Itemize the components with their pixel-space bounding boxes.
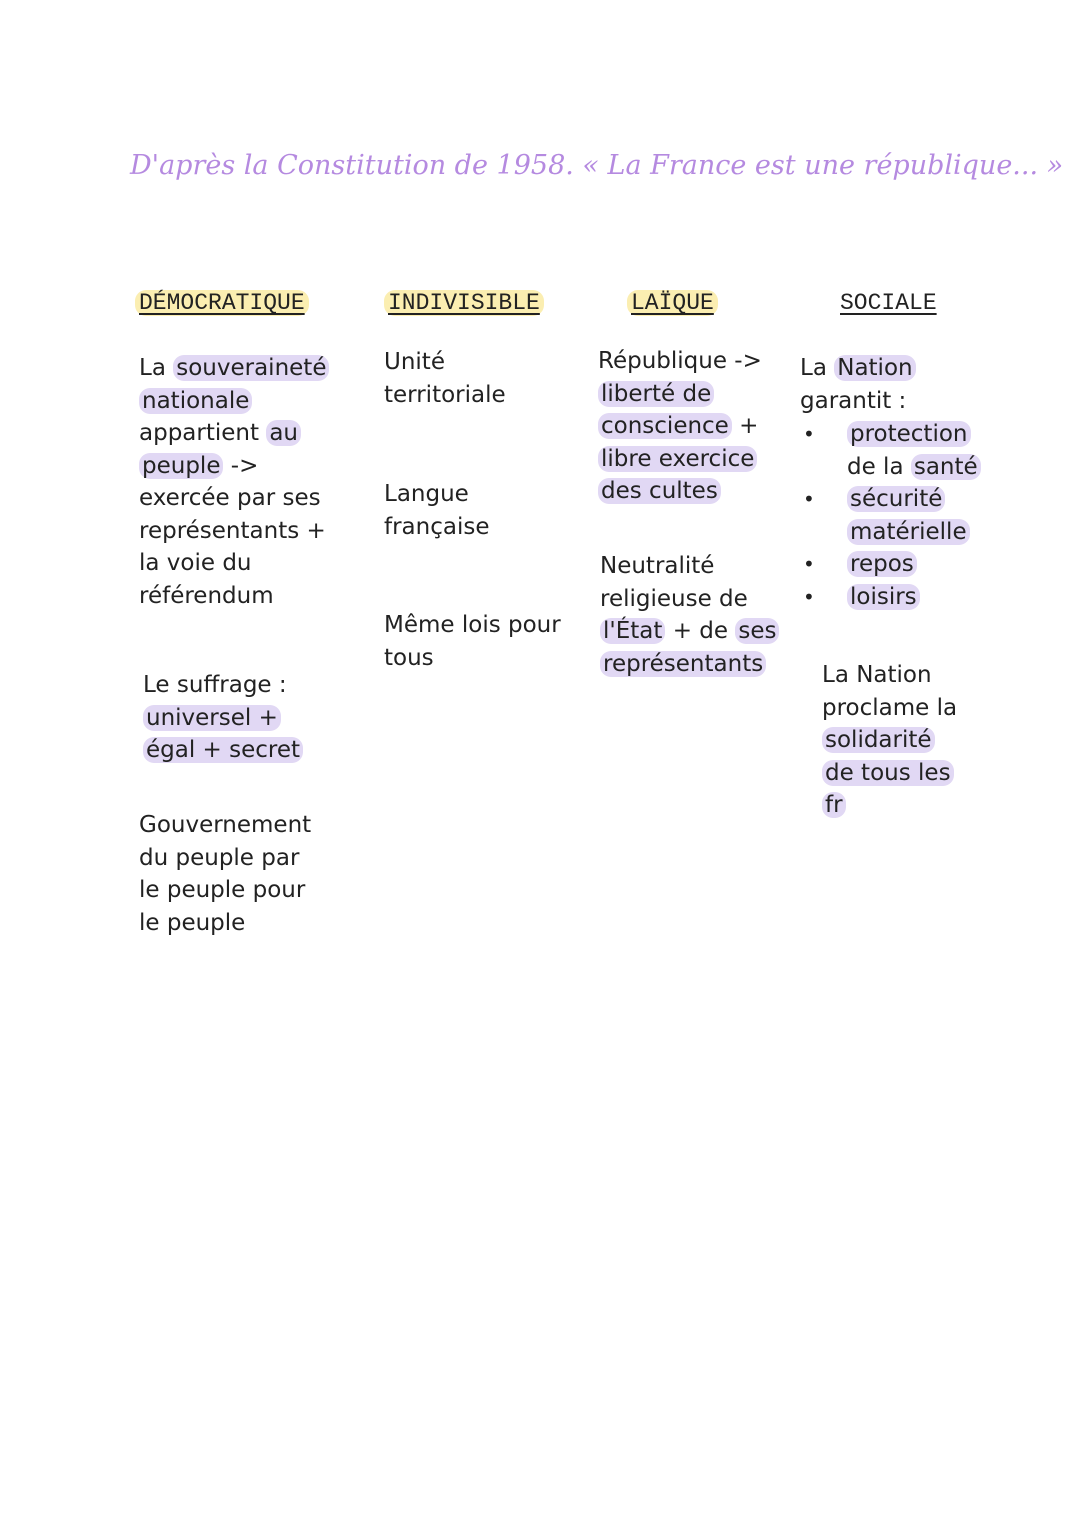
highlight: représentants — [600, 651, 766, 677]
text-line: Gouvernement — [139, 812, 312, 838]
text-line: La — [139, 355, 166, 381]
heading-sociale-text: SOCIALE — [840, 290, 937, 316]
highlight: protection — [847, 421, 971, 447]
indivisible-unity-block — [384, 346, 506, 411]
sociale-guarantee-list — [803, 418, 981, 613]
bullet-icon: • — [803, 422, 815, 446]
heading-indivisible — [384, 290, 544, 316]
text-line: Le suffrage : — [143, 672, 287, 698]
highlight: souveraineté — [173, 355, 329, 381]
bullet-icon: • — [803, 584, 815, 609]
highlight: universel + — [143, 705, 281, 731]
bullet-icon: • — [803, 487, 815, 511]
text-line: le peuple pour — [139, 877, 306, 903]
text-line: La Nation — [822, 662, 932, 688]
text-line: Langue — [384, 481, 469, 507]
text-line: de la — [847, 453, 904, 480]
text-line: Neutralité — [600, 553, 715, 579]
heading-laique — [627, 290, 718, 316]
text-line: République -> — [598, 348, 762, 374]
highlight: des cultes — [598, 478, 721, 504]
text-line: exercée par ses — [139, 485, 321, 511]
highlight: santé — [911, 454, 981, 480]
sociale-solidarity-block — [822, 659, 957, 822]
heading-indivisible-text: INDIVISIBLE — [384, 290, 544, 316]
laique-freedom-block — [598, 345, 762, 508]
text-line: appartient — [139, 420, 259, 446]
heading-laique-text: LAÏQUE — [627, 290, 718, 316]
page-title: D'après la Constitution de 1958. « La France est une république... » — [130, 150, 1064, 181]
text-line: la voie du — [139, 550, 252, 576]
text-line: + — [739, 413, 759, 439]
bullet-icon: • — [803, 552, 815, 576]
highlight: Nation — [834, 355, 915, 381]
highlight: fr — [822, 792, 846, 818]
text-line: + de — [672, 618, 729, 644]
highlight: égal + secret — [143, 737, 303, 763]
highlight: peuple — [139, 453, 223, 479]
highlight: libre exercice — [598, 446, 757, 472]
highlight: matérielle — [847, 519, 970, 545]
text-line: le peuple — [139, 909, 246, 936]
highlight: de tous les — [822, 760, 954, 786]
highlight: au — [266, 420, 301, 446]
arrow-text: -> — [230, 452, 259, 479]
text-line: représentants + — [139, 517, 326, 544]
highlight: solidarité — [822, 727, 935, 753]
laique-neutrality-block — [600, 550, 779, 680]
text-line: garantit : — [800, 387, 907, 414]
text-line: référendum — [139, 582, 274, 609]
heading-democratique — [135, 290, 309, 316]
text-line: La — [800, 355, 827, 381]
text-line: territoriale — [384, 381, 506, 408]
highlight: loisirs — [847, 584, 920, 610]
text-line: proclame la — [822, 694, 958, 721]
heading-democratique-text: DÉMOCRATIQUE — [135, 290, 309, 316]
text-line: Unité — [384, 349, 445, 375]
democratique-suffrage-block — [143, 669, 303, 767]
sociale-guarantee-intro — [800, 352, 916, 417]
text-line: du peuple par — [139, 844, 300, 871]
highlight: repos — [847, 551, 917, 577]
highlight: ses — [735, 618, 779, 644]
heading-sociale — [840, 290, 937, 316]
democratique-government-block — [139, 809, 311, 939]
text-line: française — [384, 513, 490, 540]
indivisible-language-block — [384, 478, 490, 543]
text-line: Même lois pour — [384, 612, 561, 638]
text-line: tous — [384, 644, 434, 671]
highlight: nationale — [139, 388, 252, 414]
indivisible-laws-block — [384, 609, 561, 674]
highlight: liberté de — [598, 381, 714, 407]
highlight: sécurité — [847, 486, 945, 512]
highlight: conscience — [598, 413, 732, 439]
democratique-sovereignty-block — [139, 352, 329, 612]
highlight: l'État — [600, 618, 665, 644]
text-line: religieuse de — [600, 585, 748, 612]
